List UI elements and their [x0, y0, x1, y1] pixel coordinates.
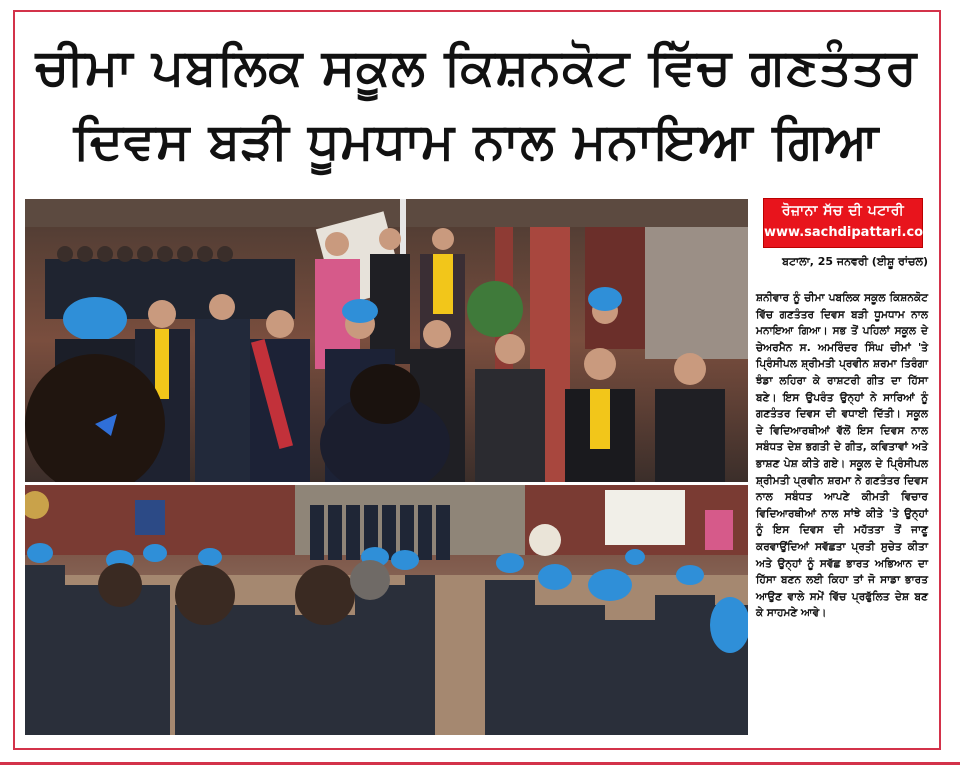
headline-line-2: ਦਿਵਸ ਬੜੀ ਧੂਮਧਾਮ ਨਾਲ ਮਨਾਇਆ ਗਿਆ: [73, 112, 880, 170]
article-body: ਸ਼ਨੀਵਾਰ ਨੂੰ ਚੀਮਾ ਪਬਲਿਕ ਸਕੂਲ ਕਿਸ਼ਨਕੋਟ ਵਿੱਚ ਗਣਤੰਤਰ ਦਿਵਸ ਬੜੀ ਧੂਮਧਾਮ ਨਾਲ ਮਨਾਇਆ ਗਿਆ। ਸਭ ਤੋਂ ਪਹਿਲਾਂ ਸਕੂਲ ਦੇ ਚੇਅਰਮੈਨ ਸ. ਅਮਰਿੰਦਰ ਸਿੰਘ ਚੀਮਾਂ 'ਤੇ ਪ੍ਰਿੰਸੀਪਲ ਸ਼੍ਰੀਮਤੀ ਪ੍ਰਵੀਨ ਸ਼ਰਮਾ ਤਿਰੰਗਾ ਝੰਡਾ ਲਹਿਰਾ ਕੇ ਰਾਸ਼ਟਰੀ ਗੀਤ ਦਾ ਹਿੱਸਾ ਬਣੇ। ਇਸ ਉਪਰੰਤ ਉਨ੍ਹਾਂ ਨੇ ਸਾਰਿਆਂ ਨੂੰ ਗਣਤੰਤਰ ਦਿਵਸ ਦੀ ਵਧਾਈ ਦਿੱਤੀ। ਸਕੂਲ ਦੇ ਵਿਦਿਆਰਥੀਆਂ ਵੱਲੋਂ ਇਸ ਦਿਵਸ ਨਾਲ ਸਬੰਧਤ ਦੇਸ਼ ਭਗਤੀ ਦੇ ਗੀਤ, ਕਵਿਤਾਵਾਂ ਅਤੇ ਭਾਸ਼ਣ ਪੇਸ਼ ਕੀਤੇ ਗਏ। ਸਕੂਲ ਦੇ ਪ੍ਰਿੰਸੀਪਲ ਸ਼੍ਰੀਮਤੀ ਪ੍ਰਵੀਨ ਸ਼ਰਮਾ ਨੇ ਗਣਤੰਤਰ ਦਿਵਸ ਨਾਲ ਸਬੰਧਤ ਆਪਣੇ ਕੀਮਤੀ ਵਿਚਾਰ ਵਿਦਿਆਰਥੀਆਂ ਨਾਲ ਸਾਂਝੇ ਕੀਤੇ 'ਤੇ ਉਨ੍ਹਾਂ ਨੂੰ ਇਸ ਦਿਵਸ ਦੀ ਮਹੱਤਤਾ ਤੋਂ ਜਾਣੂ ਕਰਵਾਉਂਦਿਆਂ ਸਵੱਛਤਾ ਪ੍ਰਤੀ ਸੁਚੇਤ ਕੀਤਾ ਅਤੇ ਉਨ੍ਹਾਂ ਨੂੰ ਸਵੱਛ ਭਾਰਤ ਅਭਿਆਨ ਦਾ ਹਿੱਸਾ ਬਣਨ ਲਈ ਕਿਹਾ ਤਾਂ ਜੋ ਸਾਡਾ ਭਾਰਤ ਆਉਣ ਵਾਲੇ ਸਮੇਂ ਵਿੱਚ ਪ੍ਰਫੁੱਲਿਤ ਦੇਸ਼ ਬਣ ਕੇ ਸਾਹਮਣੇ ਆਵੇ।: [756, 292, 928, 620]
dateline: ਬਟਾਲਾ, 25 ਜਨਵਰੀ (ਈਸ਼ੂ ਰਾਂਚਲ): [782, 255, 928, 268]
newspaper-logo: [763, 198, 937, 248]
headline-line-1: ਚੀਮਾ ਪਬਲਿਕ ਸਕੂਲ ਕਿਸ਼ਨਕੋਟ ਵਿੱਚ ਗਣਤੰਤਰ: [35, 38, 918, 96]
photo-flag-hoisting: [25, 199, 748, 482]
bottom-rule: [0, 762, 960, 765]
photo-student-assembly: [25, 485, 748, 735]
logo-name: ਰੋਜ਼ਾਨਾ ਸੱਚ ਦੀ ਪਟਾਰੀ: [781, 203, 905, 219]
headline: [24, 30, 929, 178]
logo-website: www.sachdipattari.com: [764, 223, 922, 243]
